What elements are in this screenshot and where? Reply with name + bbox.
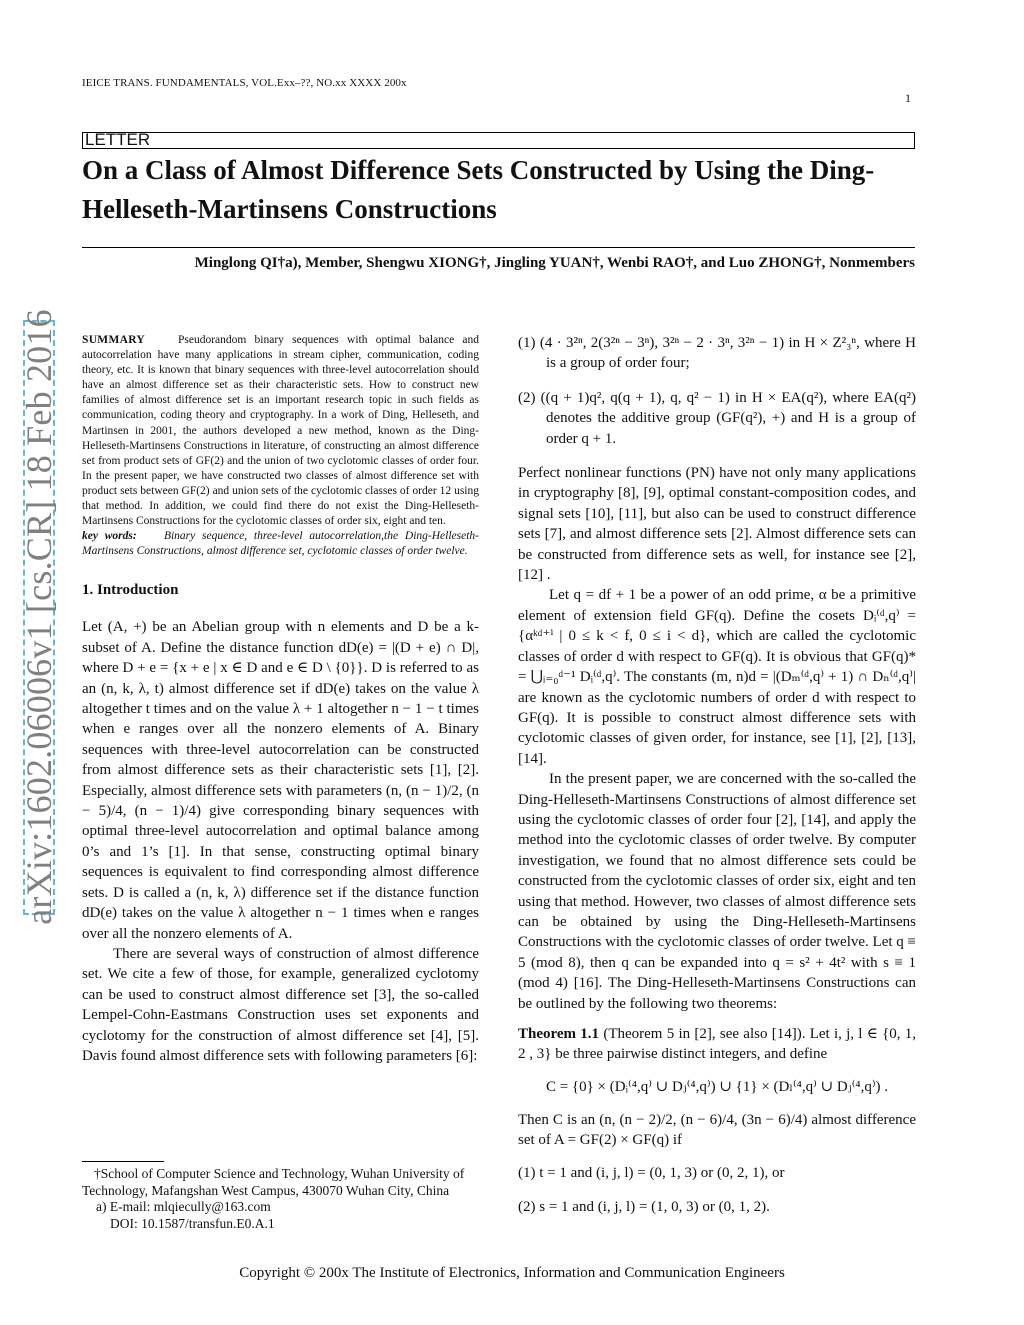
arxiv-stamp: arXiv:1602.06006v1 [cs.CR] 18 Feb 2016: [19, 309, 59, 925]
footnote-affiliation: †School of Computer Science and Technology, Wuhan University of Technology, Mafangshan West Campus, 430070 Wuhan City, China: [82, 1166, 465, 1198]
page-number: 1: [905, 91, 911, 105]
theorem-conclusion: Then C is an (n, (n − 2)/2, (n − 6)/4, (3n − 6)/4) almost difference set of A = GF(2) × GF(q) if: [518, 1111, 916, 1149]
intro-paragraph-2: There are several ways of construction of almost difference set. We cite a few of those, for example, generalized cyclotomy can be used to construct almost difference set [3], the so-called Lempel-Cohn-Eastmans Construction uses set exponents and cyclotomy for the construction of almost difference set [4], [5]. Davis found almost difference sets with following parameters [6]:: [82, 945, 479, 1064]
present-paper-paragraph: In the present paper, we are concerned with the so-called the Ding-Helleseth-Martinsens Constructions of almost difference set using the cyclotomic classes of order four [2], [14], and apply the method into the cyclotomic classes of order twelve. By computer investigation, we found that no almost difference sets could be constructed from the cyclotomic classes of order six, eight and ten using that method. However, two classes of almost difference sets can be obtained by using the Ding-Helleseth-Martinsens Constructions with the cyclotomic classes of order twelve. Let q ≡ 5 (mod 8), then q can be expanded into q = s² + 4t² with s ≡ 1 (mod 4) [16]. The Ding-Helleseth-Martinsens Constructions can be outlined by the following two theorems:: [518, 771, 916, 1012]
theorem-condition-2: (2) s = 1 and (i, j, l) = (1, 0, 3) or (0, 1, 2).: [518, 1199, 770, 1216]
summary-label: SUMMARY: [82, 334, 146, 346]
footnote-email: a) E-mail: mlqiecully@163.com: [96, 1199, 271, 1214]
davis-item-2: (2) ((q + 1)q², q(q + 1), q, q² − 1) in H × EA(q²), where EA(q²) denotes the additive group (GF(q²), +) and H is a group of order q + 1.: [518, 389, 916, 447]
cyclotomy-paragraph: Let q = df + 1 be a power of an odd prime, α be a primitive element of extension field GF(q). Define the cosets Dᵢ⁽ᵈ,q⁾ = {αᵏᵈ⁺ⁱ | 0 ≤ k < f, 0 ≤ i < d}, which are called the cyclotomic classes of order d with respect to GF(q). It is obvious that GF(q)* = ⋃ᵢ₌₀ᵈ⁻¹ Dᵢ⁽ᵈ,q⁾. The constants (m, n)d = |(Dₘ⁽ᵈ,q⁾ + 1) ∩ Dₙ⁽ᵈ,q⁾| are known as the cyclotomic numbers of order d with respect to GF(q). It is possible to construct almost difference sets with cyclotomic classes of given order, for instance, see [1], [2], [13], [14].: [518, 587, 916, 767]
keywords-text: Binary sequence, three-level autocorrelation,the Ding-Helleseth-Martinsens Constructions, almost difference set, cyclotomic classes of order twelve.: [82, 530, 480, 558]
footnotes: [82, 1166, 479, 1232]
title-rule: [82, 247, 915, 248]
left-column: [82, 333, 479, 1066]
running-header: IEICE TRANS. FUNDAMENTALS, VOL.Exx–??, NO.xx XXXX 200x: [82, 77, 407, 89]
keywords-label: key words:: [82, 530, 137, 543]
theorem-condition-1: (1) t = 1 and (i, j, l) = (0, 1, 3) or (0, 2, 1), or: [518, 1164, 785, 1181]
letter-box: [82, 132, 915, 149]
summary-text: Pseudorandom binary sequences with optimal balance and autocorrelation have many applications in stream cipher, communication, coding theory, etc. It is known that binary sequences with three-level autocorrelation should have an almost difference set as their characteristic sets. How to construct new families of almost difference set is an important research topic in such fields as communication, coding theory and cryptography. In a work of Ding, Helleseth, and Martinsen in 2001, the authors developed a new method, known as the Ding-Helleseth-Martinsens Constructions in literature, of constructing an almost difference set from product sets of GF(2) and the union of two cyclotomic classes of order four. In the present paper, we have constructed two classes of almost difference set with product sets between GF(2) and union sets of the cyclotomic classes of order 12 using that method. In addition, we could find there do not exist the Ding-Helleseth-Martinsens Constructions for the cyclotomic classes of order six, eight and ten.: [82, 334, 480, 528]
author-list: Minglong QI†a), Member, Shengwu XIONG†, Jingling YUAN†, Wenbi RAO†, and Luo ZHONG†, Nonmembers: [194, 255, 915, 271]
theorem-text: (Theorem 5 in [2], see also [14]). Let i, j, l ∈ {0, 1, 2 , 3} be three pairwise distinct integers, and define: [518, 1026, 917, 1063]
copyright-footer: Copyright © 200x The Institute of Electronics, Information and Communication Engineers: [239, 1265, 785, 1281]
pn-paragraph: Perfect nonlinear functions (PN) have not only many applications in cryptography [8], [9], optimal constant-composition codes, and signal sets [10], [11], but also can be used to construct difference sets [7], and almost difference sets [2]. Almost difference sets can be constructed from difference sets as well, for instance see [2], [12] .: [518, 465, 916, 584]
section-label: LETTER: [85, 130, 151, 149]
theorem-1-1: [518, 1024, 916, 1065]
summary: [82, 333, 479, 529]
section-heading: 1. Introduction: [82, 582, 179, 599]
footnote-rule: [82, 1161, 164, 1162]
keywords: [82, 529, 479, 559]
theorem-label: Theorem 1.1: [518, 1026, 600, 1042]
footnote-doi: DOI: 10.1587/transfun.E0.A.1: [110, 1215, 275, 1231]
intro-paragraph-1: Let (A, +) be an Abelian group with n elements and D be a k-subset of A. Define the distance function dD(e) = |(D + e) ∩ D|, where D + e = {x + e | x ∈ D and e ∈ D \ {0}}. D is referred to as an (n, k, λ, t) almost difference set if dD(e) takes on the value λ altogether t times and on the value λ + 1 altogether n − 1 − t times when e ranges over all the nonzero elements of A. Binary sequences with three-level autocorrelation can be constructed from almost difference sets as their characteristic sets [1], [2]. Especially, almost difference sets with parameters (n, (n − 1)/2, (n − 5)/4, (n − 1)/4) give corresponding binary sequences with optimal three-level autocorrelation and optimal balance among 0’s and 1’s [1]. In that sense, constructing optimal binary sequences is equivalent to find corresponding almost difference sets. D is called a (n, k, λ) difference set if the distance function dD(e) takes on the value λ altogether n − 1 times when e ranges over all the nonzero elements of A.: [82, 619, 479, 942]
theorem-equation: C = {0} × (Dᵢ⁽⁴,q⁾ ∪ Dⱼ⁽⁴,q⁾) ∪ {1} × (Dₗ⁽⁴,q⁾ ∪ Dⱼ⁽⁴,q⁾) .: [545, 1078, 889, 1095]
davis-item-1: (1) (4 · 3²ⁿ, 2(3²ⁿ − 3ⁿ), 3²ⁿ − 2 · 3ⁿ, 3²ⁿ − 1) in H × Z²₃ⁿ, where H is a group of order four;: [518, 335, 916, 372]
paper-title: On a Class of Almost Difference Sets Constructed by Using the Ding-Helleseth-Martinsens Constructions: [82, 155, 875, 224]
right-column: [518, 333, 916, 1231]
arxiv-sidebar: [9, 309, 59, 925]
